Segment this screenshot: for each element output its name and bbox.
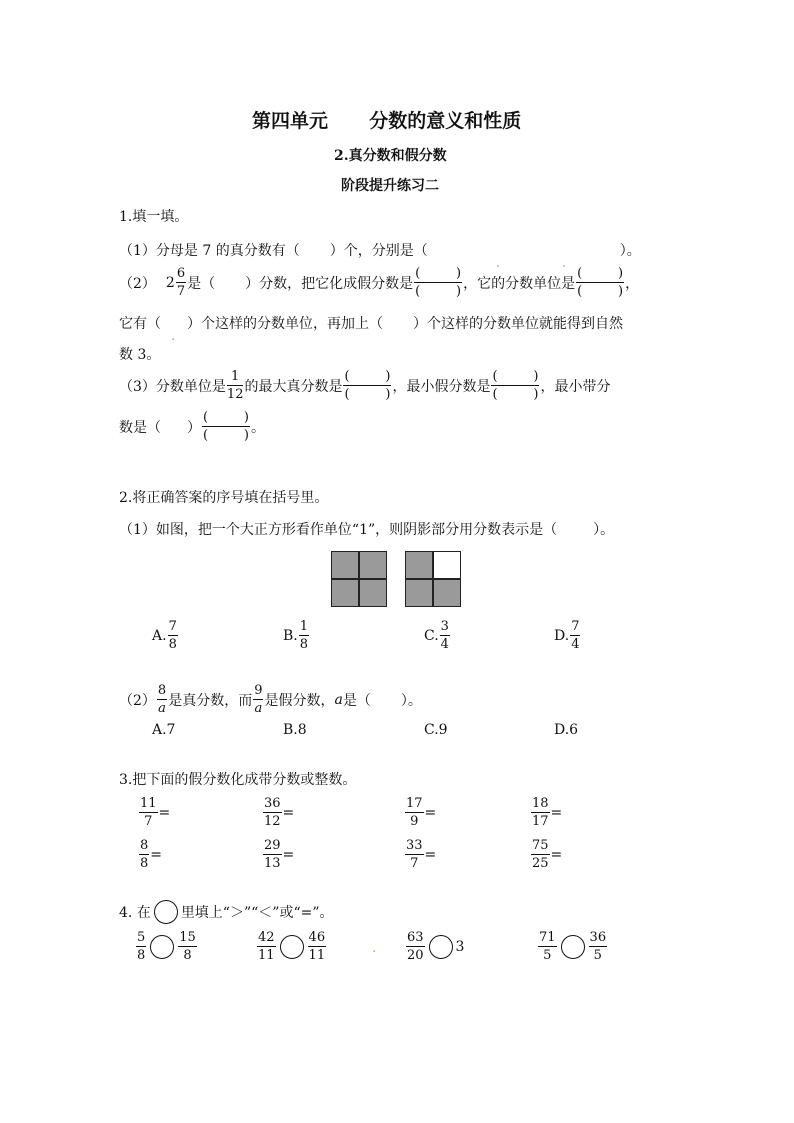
option-c[interactable]: C.9 xyxy=(424,722,448,738)
unit-label: 第四单元 xyxy=(252,110,329,132)
option-d[interactable]: D.6 xyxy=(554,722,579,738)
conversion-item[interactable]: $\frac{18}{17}$ = xyxy=(532,796,563,829)
unit-fraction: $\frac{1}{12}$ xyxy=(226,369,244,402)
grid-cell xyxy=(434,580,460,606)
q1-part2-line3: 数 3。 xyxy=(119,347,161,363)
practice-title: 阶段提升练习二 xyxy=(341,178,439,194)
compare-circle[interactable] xyxy=(280,935,304,959)
compare-circle[interactable] xyxy=(561,935,585,959)
topic-label: 分数的意义和性质 xyxy=(369,110,522,132)
option-a[interactable]: A. $\frac{7}{8}$ xyxy=(152,619,177,652)
grid-cell xyxy=(406,552,432,578)
stray-dot: . xyxy=(372,940,377,956)
conversion-item[interactable]: $\frac{29}{13}$ = xyxy=(264,838,295,871)
compare-item: $\frac{63}{20}$ 3 xyxy=(407,930,465,963)
q1-part3-line2: 数是（ ） ( ) ( ) 。 xyxy=(119,410,265,443)
q2-part2: （2） $\frac{8}{a}$ 是真分数，而 $\frac{9}{a}$ 是假分数， a 是（ ）。 xyxy=(119,683,422,716)
compare-item: $\frac{42}{11}$ $\frac{46}{11}$ xyxy=(258,930,326,963)
compare-item: $\frac{5}{8}$ $\frac{15}{8}$ xyxy=(137,930,196,963)
option-c[interactable]: C. $\frac{3}{4}$ xyxy=(424,619,449,652)
grid-cell-unshaded xyxy=(434,552,460,578)
grid-cell xyxy=(332,552,358,578)
conversion-item[interactable]: $\frac{75}{25}$ = xyxy=(532,838,563,871)
compare-circle-icon xyxy=(154,900,178,924)
conversion-item[interactable]: $\frac{17}{9}$ = xyxy=(406,796,437,829)
option-b[interactable]: B. $\frac{1}{8}$ xyxy=(283,619,309,652)
compare-circle[interactable] xyxy=(150,935,174,959)
conversion-item[interactable]: $\frac{36}{12}$ = xyxy=(264,796,295,829)
q1-part2-line2: 它有（ . ）个这样的分数单位，再加上（ ）个这样的分数单位就能得到自然 xyxy=(119,316,623,344)
grid-cell xyxy=(406,580,432,606)
mixed-fraction: $\frac{6}{7}$ xyxy=(176,266,186,299)
fraction-blank[interactable]: ( ) ( ) xyxy=(492,369,539,402)
option-d[interactable]: D. $\frac{7}{4}$ xyxy=(554,619,580,652)
q1-part2: （2） 2 $\frac{6}{7}$ 是（ ）分数，把它化成假分数是 ( ) ( ) ，它的分数单位是 ( ) ( ) ， xyxy=(119,266,640,299)
fraction-blank[interactable]: ( ) ( ) xyxy=(415,266,462,299)
grid-cell xyxy=(360,552,386,578)
grid-cell xyxy=(360,580,386,606)
fraction-blank[interactable]: ( ) ( ) xyxy=(203,410,249,443)
q3-heading: 3.把下面的假分数化成带分数或整数。 xyxy=(119,772,357,788)
q2-heading: 2.将正确答案的序号填在括号里。 xyxy=(119,490,329,506)
q1-heading: 1.填一填。 xyxy=(119,209,189,225)
conversion-item[interactable]: $\frac{33}{7}$ = xyxy=(406,838,437,871)
unit-title xyxy=(252,106,521,133)
q1-part3: （3）分数单位是 $\frac{1}{12}$ 的最大真分数是 ( ) ( ) ，最小假分数是 ( ) ( ) ，最小带分 xyxy=(119,369,611,402)
compare-item: $\frac{71}{5}$ $\frac{36}{5}$ xyxy=(539,930,607,963)
square-grid-left xyxy=(331,551,387,607)
fraction-blank[interactable]: ( ) ( ) xyxy=(344,369,391,402)
lesson-title: 2.真分数和假分数 xyxy=(334,148,447,164)
compare-circle[interactable] xyxy=(429,935,453,959)
option-a[interactable]: A.7 xyxy=(152,722,176,738)
fraction-blank[interactable]: ( ) ( ) xyxy=(577,266,624,299)
conversion-item[interactable]: $\frac{8}{8}$ = xyxy=(140,838,163,871)
grid-cell xyxy=(332,580,358,606)
q2-part1: （1）如图，把一个大正方形看作单位“1”，则阴影部分用分数表示是（ ）。 xyxy=(119,522,615,538)
q4-heading: 4. 在 里填上“＞”“＜”或“=”。 xyxy=(119,900,334,924)
square-grid-right xyxy=(405,551,461,607)
q1-part1: （1）分母是 7 的真分数有（ ）个，分别是（ . . ）。 xyxy=(119,243,641,271)
option-b[interactable]: B.8 xyxy=(283,722,307,738)
conversion-item[interactable]: $\frac{11}{7}$ = xyxy=(140,796,171,829)
